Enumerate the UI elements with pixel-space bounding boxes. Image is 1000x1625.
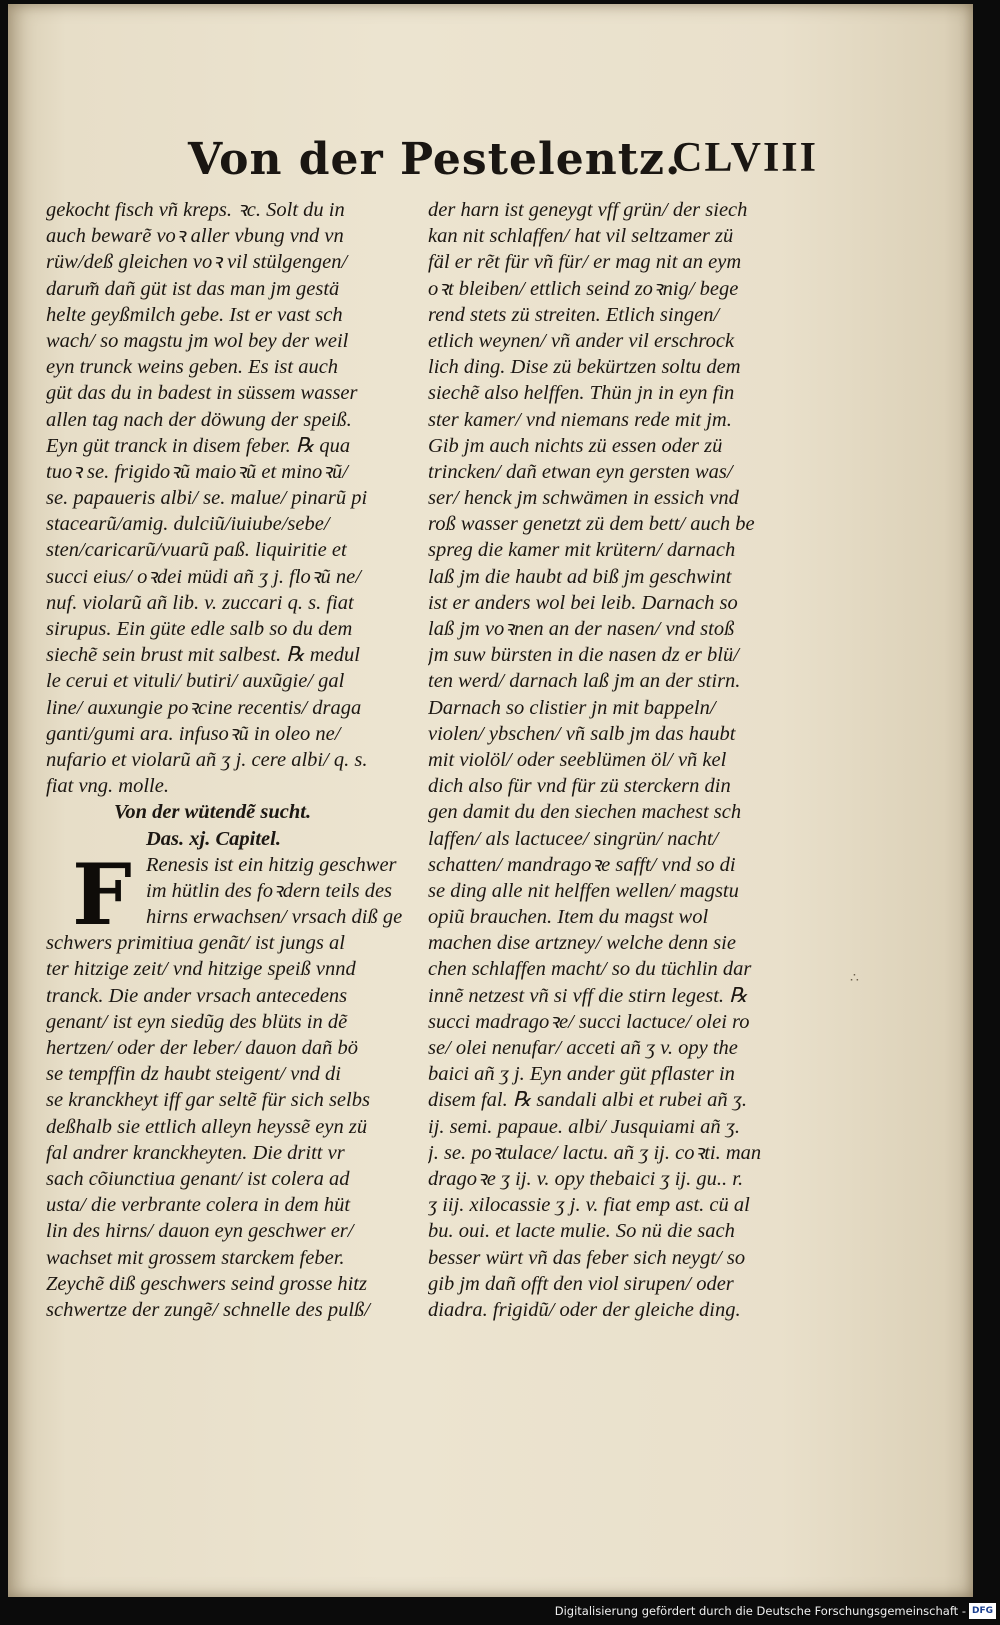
text-line: lich ding. Dise zü bekürtzen soltu dem <box>428 356 741 379</box>
text-line: wachset mit grossem starckem feber. <box>46 1246 345 1269</box>
text-line: oꝛt bleiben/ ettlich seind zoꝛnig/ bege <box>428 277 739 300</box>
text-line: ster kamer/ vnd niemans rede mit jm. <box>428 408 732 431</box>
text-line: deßhalb sie ettlich alleyn heyssẽ eyn zü <box>46 1115 368 1138</box>
chapter-number: Das. xj. Capitel. <box>146 827 281 850</box>
left-column-text-before <box>46 197 421 799</box>
text-line: nuf. violarũ añ lib. v. zuccari q. s. fiat <box>46 591 354 614</box>
text-line: gekocht fisch vñ kreps. ꝛc. Solt du in <box>46 199 345 221</box>
text-line: sirupus. Ein güte edle salb so du dem <box>46 618 353 640</box>
folio-number: CLVIII <box>672 135 818 181</box>
text-line: besser würt vñ das feber sich neygt/ so <box>428 1246 746 1269</box>
text-line: se ding alle nit helffen wellen/ magstu <box>428 879 739 902</box>
text-line: eyn trunck weins geben. Es ist auch <box>46 356 339 379</box>
text-line: allen tag nach der döwung der speiß. <box>46 408 352 431</box>
text-line: siechẽ sein brust mit salbest. ℞ medul <box>46 644 360 667</box>
text-line: se/ olei nenufar/ acceti añ ʒ v. opy the <box>428 1037 738 1059</box>
text-line: machen dise artzney/ welche denn sie <box>428 932 736 955</box>
text-line: Eyn güt tranck in disem feber. ℞ qua <box>46 434 351 457</box>
text-line: innẽ netzest vñ si vff die stirn legest. ℞ <box>428 984 748 1007</box>
text-line: dich also für vnd für zü sterckern din <box>428 775 731 798</box>
text-line: etlich weynen/ vñ ander vil erschrock <box>428 329 735 352</box>
text-line: sach cõiunctiua genant/ ist colera ad <box>46 1167 350 1190</box>
text-line: stacearũ/amig. dulciũ/iuiube/sebe/ <box>46 513 330 536</box>
text-line: rend stets zü streiten. Etlich singen/ <box>428 303 720 326</box>
text-line: ten werd/ darnach laß jm an der stirn. <box>428 670 741 693</box>
text-line: se kranckheyt iff gar seltẽ für sich selbs <box>46 1089 370 1112</box>
text-line: diadra. frigidũ/ oder der gleiche ding. <box>428 1298 741 1321</box>
text-line: siechẽ also helffen. Thün jn in eyn fin <box>428 382 735 405</box>
right-column <box>428 197 803 1323</box>
text-line: ter hitzige zeit/ vnd hitzige speiß vnnd <box>46 958 356 981</box>
running-title: Von der Pestelentz. <box>188 134 682 185</box>
left-column <box>46 197 421 1323</box>
text-line: ij. semi. papaue. albi/ Jusquiami añ ʒ. <box>428 1115 741 1138</box>
text-line: baici añ ʒ j. Eyn ander güt pflaster in <box>428 1063 735 1086</box>
text-line: wach/ so magstu jm wol bey der weil <box>46 329 349 352</box>
text-line: Zeychẽ diß geschwers seind grosse hitz <box>46 1272 367 1295</box>
text-line: roß wasser genetzt zü dem bett/ auch be <box>428 513 755 536</box>
text-line: se. papaueris albi/ se. malue/ pinarũ pi <box>46 487 368 510</box>
text-line: gib jm dañ offt den viol sirupen/ oder <box>428 1272 734 1295</box>
digitization-footer <box>0 1600 1000 1625</box>
text-line: tranck. Die ander vrsach antecedens <box>46 984 348 1007</box>
text-line: kan nit schlaffen/ hat vil seltzamer zü <box>428 225 734 248</box>
text-line: ser/ henck jm schwämen in essich vnd <box>428 487 739 510</box>
page-header <box>178 134 838 194</box>
funding-credit: Digitalisierung gefördert durch die Deutsche Forschungsgemeinschaft - <box>554 1604 966 1618</box>
text-line: im hütlin des foꝛdern teils des <box>146 879 393 902</box>
text-line: rüw/deß gleichen voꝛ vil stülgengen/ <box>46 251 348 274</box>
text-line: darum̃ dañ güt ist das man jm gestä <box>46 277 340 300</box>
text-line: j. se. poꝛtulace/ lactu. añ ʒ ij. coꝛti. man <box>428 1141 762 1164</box>
text-line: nufario et violarũ añ ʒ j. cere albi/ q. s. <box>46 748 368 771</box>
text-line: chen schlaffen macht/ so du tüchlin dar <box>428 958 752 981</box>
text-line: ʒ iij. xilocassie ʒ j. v. fiat emp ast. cü al <box>428 1194 750 1217</box>
text-line: sten/caricarũ/vuarũ paß. liquiritie et <box>46 539 347 562</box>
text-line: schwertze der zungẽ/ schnelle des pulß/ <box>46 1298 370 1321</box>
text-line: schwers primitiua genãt/ ist jungs al <box>46 932 345 955</box>
text-line: hertzen/ oder der leber/ dauon dañ bö <box>46 1037 359 1059</box>
text-line: se tempffin dz haubt steigent/ vnd di <box>46 1063 341 1086</box>
text-line: jm suw bürsten in die nasen dz er blü/ <box>428 644 739 667</box>
dfg-logo: DFG <box>969 1603 996 1619</box>
text-line: succi eius/ oꝛdei müdi añ ʒ j. floꝛũ ne/ <box>46 565 361 588</box>
text-line: Gib jm auch nichts zü essen oder zü <box>428 434 723 457</box>
text-line: helte geyßmilch gebe. Ist er vast sch <box>46 303 343 326</box>
text-line: le cerui et vituli/ butiri/ auxũgie/ gal <box>46 670 345 693</box>
text-line: lin des hirns/ dauon eyn geschwer er/ <box>46 1220 354 1243</box>
text-line: fäl er rẽt für vñ für/ er mag nit an eym <box>428 251 742 274</box>
text-line: hirns erwachsen/ vrsach diß ge <box>146 906 403 929</box>
text-line: Darnach so clistier jn mit bappeln/ <box>428 696 716 719</box>
text-line: fiat vng. molle. <box>46 775 169 798</box>
text-line: mit violöl/ oder seeblümen öl/ vñ kel <box>428 748 727 771</box>
text-line: ist er anders wol bei leib. Darnach so <box>428 591 738 614</box>
text-line: güt das du in badest in süssem wasser <box>46 382 358 405</box>
book-page <box>8 4 973 1597</box>
text-line: ganti/gumi ara. infusoꝛũ in oleo ne/ <box>46 722 341 745</box>
text-line: tuoꝛ se. frigidoꝛũ maioꝛũ et minoꝛũ/ <box>46 460 348 483</box>
text-line: Renesis ist ein hitzig geschwer <box>146 853 397 876</box>
text-line: succi madragoꝛe/ succi lactuce/ olei ro <box>428 1010 750 1033</box>
text-line: bu. oui. et lacte mulie. So nü die sach <box>428 1220 735 1243</box>
text-line: laß jm voꝛnen an der nasen/ vnd stoß <box>428 618 735 640</box>
text-line: schatten/ mandragoꝛe safft/ vnd so di <box>428 853 736 876</box>
text-line: genant/ ist eyn siedũg des blüts in dẽ <box>46 1010 348 1033</box>
text-line: trincken/ dañ etwan eyn gersten was/ <box>428 460 733 483</box>
text-line: dragoꝛe ʒ ij. v. opy thebaici ʒ ij. gu.. r. <box>428 1167 744 1190</box>
right-column-text <box>428 197 803 1323</box>
text-line: gen damit du den siechen machest sch <box>428 801 742 824</box>
drop-cap-initial: F <box>72 844 132 944</box>
text-line: violen/ ybschen/ vñ salb jm das haubt <box>428 722 736 745</box>
margin-mark: ∴ <box>850 970 859 986</box>
text-line: laffen/ als lactucee/ singrün/ nacht/ <box>428 827 719 850</box>
text-line: auch bewarẽ voꝛ aller vbung vnd vn <box>46 225 344 248</box>
text-line: der harn ist geneygt vff grün/ der siech <box>428 199 748 221</box>
chapter-heading: Von der wütendẽ sucht. <box>114 801 312 824</box>
left-column-text-after <box>46 930 421 1323</box>
text-line: usta/ die verbrante colera in dem hüt <box>46 1194 351 1217</box>
text-line: spreg die kamer mit krütern/ darnach <box>428 539 736 562</box>
text-line: opiũ brauchen. Item du magst wol <box>428 906 709 929</box>
text-line: line/ auxungie poꝛcine recentis/ draga <box>46 696 362 719</box>
text-line: laß jm die haubt ad biß jm geschwint <box>428 565 732 588</box>
text-line: disem fal. ℞ sandali albi et rubei añ ʒ. <box>428 1089 748 1112</box>
text-line: fal andrer kranckheyten. Die dritt vr <box>46 1141 345 1164</box>
